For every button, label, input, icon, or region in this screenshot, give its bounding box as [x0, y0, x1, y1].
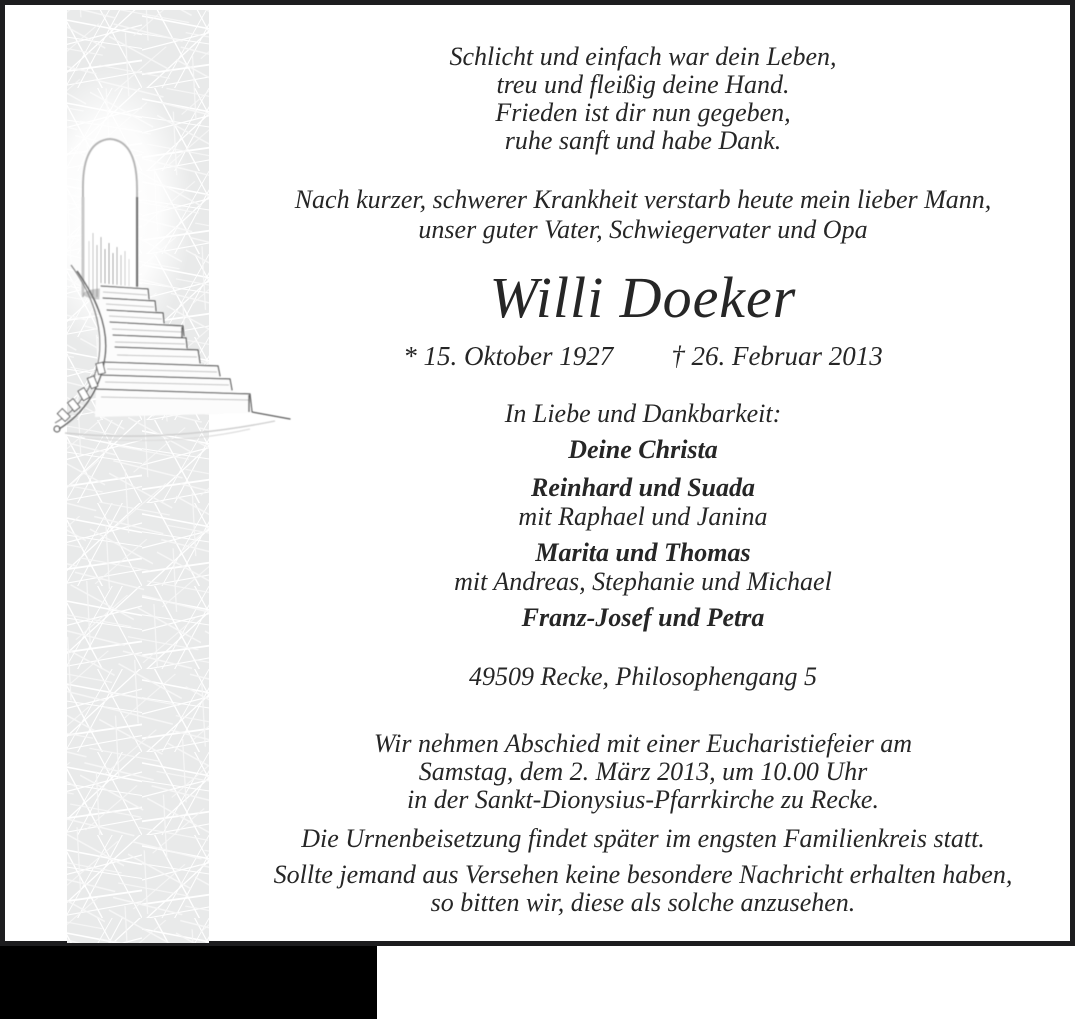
closing-line: Sollte jemand aus Versehen keine besondere Nachricht erhalten haben, — [273, 860, 1013, 889]
death-date: † 26. Februar 2013 — [671, 341, 883, 371]
urn-burial-note: Die Urnenbeisetzung findet später im engsten Familienkreis statt. — [301, 824, 985, 853]
announcement-line: unser guter Vater, Schwiegervater und Opa — [418, 215, 868, 244]
verse-line: treu und fleißig deine Hand. — [496, 70, 790, 99]
deceased-name: Willi Doeker — [489, 265, 797, 330]
birth-date: * 15. Oktober 1927 — [403, 341, 614, 371]
mourner-line: Franz-Josef und Petra — [521, 603, 765, 632]
mourner-line: mit Andreas, Stephanie und Michael — [454, 567, 832, 596]
closing-line: so bitten wir, diese als solche anzusehen. — [430, 888, 856, 917]
funeral-info — [210, 730, 1076, 814]
verse-line: ruhe sanft und habe Dank. — [504, 126, 782, 155]
mourner-line: Marita und Thomas — [535, 538, 751, 567]
family-address: 49509 Recke, Philosophengang 5 — [468, 662, 818, 691]
funeral-line: Wir nehmen Abschied mit einer Eucharistiefeier am — [373, 729, 913, 758]
announcement-line: Nach kurzer, schwerer Krankheit verstarb heute mein lieber Mann, — [294, 185, 992, 214]
life-dates — [210, 341, 1076, 371]
mourner-line: Reinhard und Suada — [531, 473, 755, 502]
mourners-list — [210, 435, 1076, 632]
funeral-line: in der Sankt-Dionysius-Pfarrkirche zu Recke. — [407, 785, 879, 814]
opening-verse — [210, 5, 1076, 155]
funeral-line: Samstag, dem 2. März 2013, um 10.00 Uhr — [418, 757, 868, 786]
closing-note — [210, 861, 1076, 917]
mourner-line: Deine Christa — [568, 435, 718, 464]
obituary-text-column — [210, 5, 1076, 917]
mourner-line: mit Raphael und Janina — [518, 502, 768, 531]
dedication-line: In Liebe und Dankbarkeit: — [504, 399, 782, 428]
redaction-block — [0, 946, 377, 1019]
verse-line: Frieden ist dir nun gegeben, — [495, 98, 791, 127]
verse-line: Schlicht und einfach war dein Leben, — [449, 42, 837, 71]
announcement-text — [210, 185, 1076, 245]
